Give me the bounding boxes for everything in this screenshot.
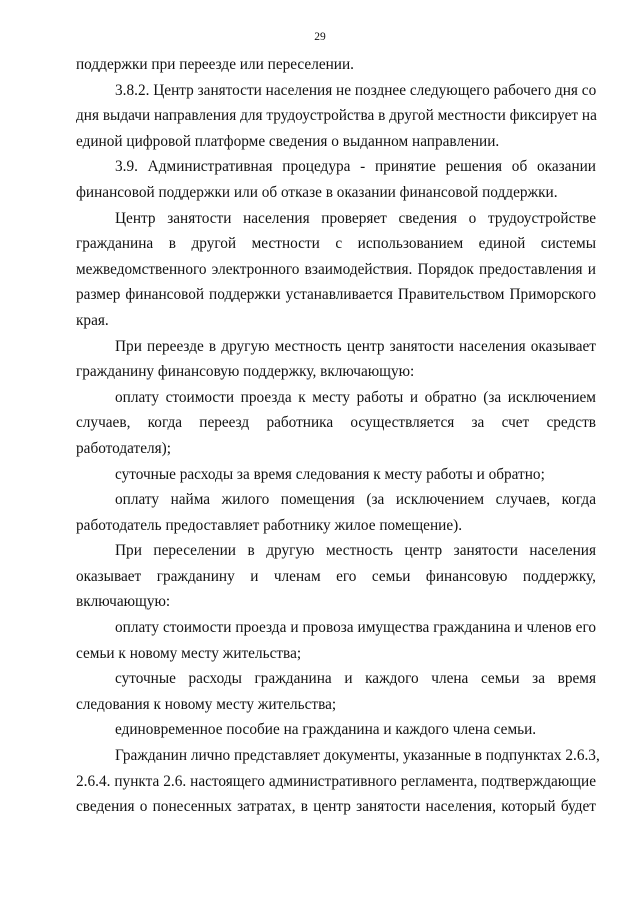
text-line: межведомственного электронного взаимодействия. Порядок предоставления и <box>76 260 596 278</box>
text-line: размер финансовой поддержки устанавливается Правительством Приморского <box>76 286 596 304</box>
text-line: суточные расходы за время следования к месту работы и обратно; <box>115 465 545 483</box>
text-line: гражданина в другой местности с использованием единой системы <box>76 235 596 253</box>
text-line: Центр занятости населения проверяет сведения о трудоустройстве <box>115 209 596 227</box>
text-line: края. <box>76 311 109 329</box>
text-line: гражданину финансовую поддержку, включающую: <box>76 363 415 381</box>
text-line: суточные расходы гражданина и каждого члена семьи за время <box>115 670 596 688</box>
text-line: единой цифровой платформе сведения о выданном направлении. <box>76 132 500 150</box>
text-line: финансовой поддержки или об отказе в оказании финансовой поддержки. <box>76 183 558 201</box>
text-line: единовременное пособие на гражданина и каждого члена семьи. <box>115 721 537 739</box>
text-line: оплату найма жилого помещения (за исключением случаев, когда <box>115 491 596 509</box>
text-line: 3.9. Административная процедура - принятие решения об оказании <box>115 158 596 176</box>
text-line: При переезде в другую местность центр занятости населения оказывает <box>115 337 596 355</box>
text-line: семьи к новому месту жительства; <box>76 644 302 662</box>
document-body-text <box>76 52 600 820</box>
text-line: оплату стоимости проезда к месту работы и обратно (за исключением <box>115 388 596 406</box>
text-line: оплату стоимости проезда и провоза имущества гражданина и членов его <box>115 619 596 637</box>
text-line: оказывает гражданину и членам его семьи финансовую поддержку, <box>76 567 596 585</box>
text-line: При переселении в другую местность центр занятости населения <box>115 542 596 560</box>
text-line: поддержки при переезде или переселении. <box>76 56 355 73</box>
text-line: работодателя); <box>76 439 172 457</box>
text-line: дня выдачи направления для трудоустройства в другой местности фиксирует на <box>76 107 597 125</box>
text-line: включающую: <box>76 593 171 611</box>
text-line: работодатель предоставляет работнику жилое помещение). <box>76 516 463 534</box>
text-line: сведения о понесенных затратах, в центр занятости населения, который будет <box>76 798 596 816</box>
page-number: 29 <box>314 31 326 43</box>
text-line: 3.8.2. Центр занятости населения не позднее следующего рабочего дня со <box>115 81 597 99</box>
text-line: следования к новому месту жительства; <box>76 695 337 713</box>
text-line: Гражданин лично представляет документы, указанные в подпунктах 2.6.3, <box>115 747 600 765</box>
text-line: случаев, когда переезд работника осуществляется за счет средств <box>76 414 596 432</box>
text-line: 2.6.4. пункта 2.6. настоящего административного регламента, подтверждающие <box>76 772 596 790</box>
